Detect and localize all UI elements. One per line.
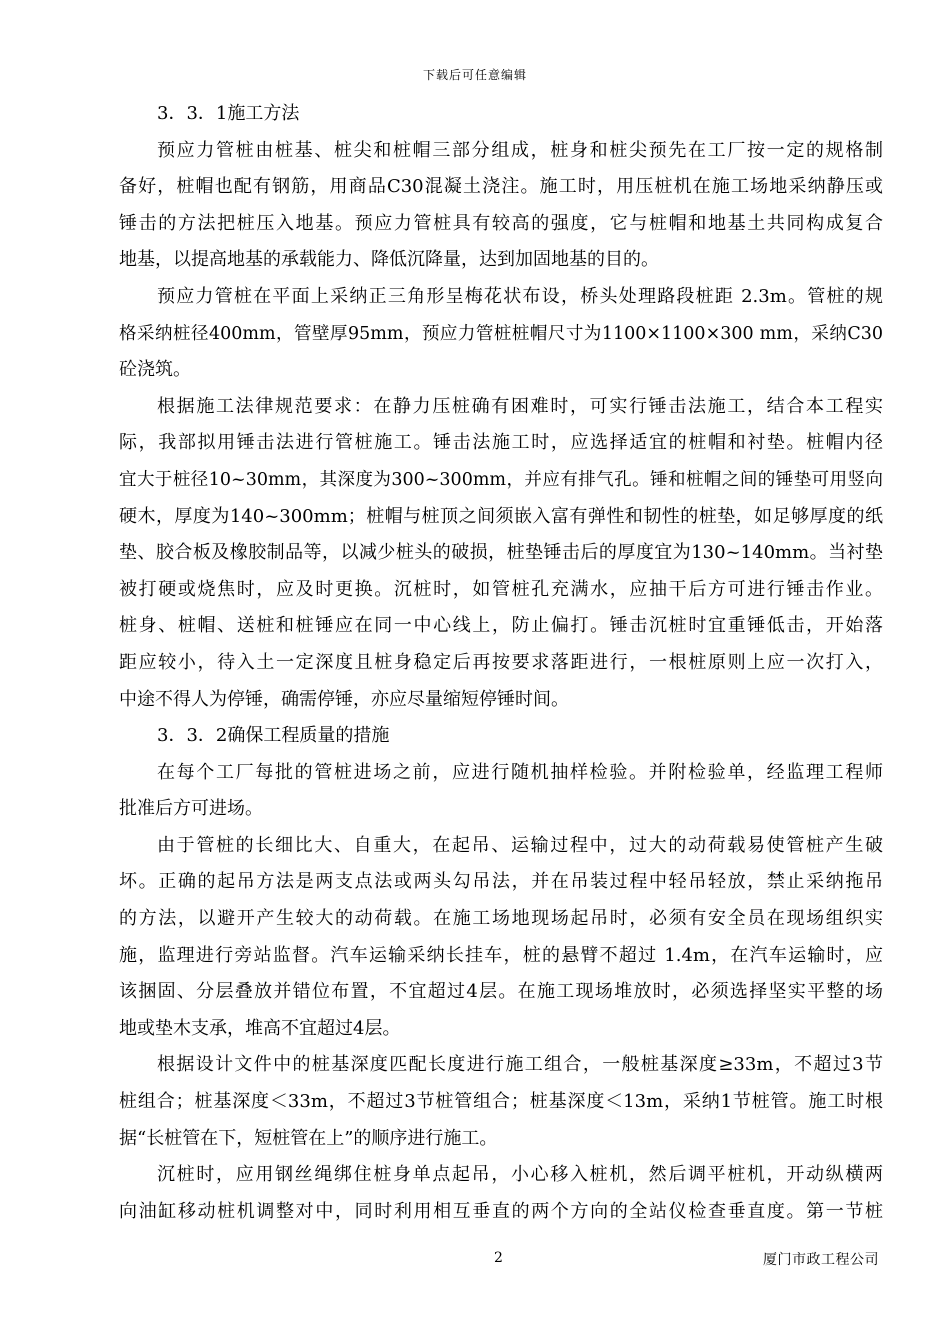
page-number: 2 (494, 1250, 503, 1266)
text-line: 中途不得人为停锤，确需停锤，亦应尽量缩短停锤时间。 (119, 688, 569, 710)
text-line: 根据施工法律规范要求：在静力压桩确有困难时，可实行锤击法施工，结合本工程实 (157, 395, 883, 417)
text-line: 备好，桩帽也配有钢筋，用商品C30混凝土浇注。施工时，用压桩机在施工场地采纳静压或 (119, 176, 883, 198)
text-line: 硬木，厚度为140~300mm；桩帽与桩顶之间须嵌入富有弹性和韧性的桩垫，如足够厚度的纸 (119, 505, 883, 527)
text-line: 桩身、桩帽、送桩和桩锤应在同一中心线上，防止偏打。锤击沉桩时宜重锤低击，开始落 (119, 615, 883, 637)
text-line: 根据设计文件中的桩基深度匹配长度进行施工组合，一般桩基深度≥33m，不超过3节 (157, 1054, 883, 1076)
text-line: 桩组合；桩基深度＜33m，不超过3节桩管组合；桩基深度＜13m，采纳1节桩管。施工时根 (119, 1091, 883, 1113)
text-line: 向油缸移动桩机调整对中，同时利用相互垂直的两个方向的全站仪检查垂直度。第一节桩 (119, 1200, 883, 1222)
text-line: 沉桩时，应用钢丝绳绑住桩身单点起吊，小心移入桩机，然后调平桩机，开动纵横两 (157, 1164, 883, 1186)
text-line: 被打硬或烧焦时，应及时更换。沉桩时，如管桩孔充满水，应抽干后方可进行锤击作业。 (119, 578, 883, 600)
text-line: 预应力管桩由桩基、桩尖和桩帽三部分组成，桩身和桩尖预先在工厂按一定的规格制 (157, 139, 883, 161)
text-line: 锤击的方法把桩压入地基。预应力管桩具有较高的强度，它与桩帽和地基土共同构成复合 (119, 212, 883, 234)
text-line: 格采纳桩径400mm，管壁厚95mm，预应力管桩桩帽尺寸为1100×1100×300 mm，采纳C30 (119, 323, 883, 344)
document-body (119, 96, 883, 1230)
text-line: 砼浇筑。 (119, 359, 191, 381)
text-line: 预应力管桩在平面上采纳正三角形呈梅花状布设，桥头处理路段桩距 2.3m。管桩的规 (157, 285, 883, 307)
text-line: 施，监理进行旁站监督。汽车运输采纳长挂车，桩的悬臂不超过 1.4m，在汽车运输时，应 (119, 944, 883, 966)
text-line: 由于管桩的长细比大、自重大，在起吊、运输过程中，过大的动荷载易使管桩产生破 (157, 834, 883, 856)
text-line: 的方法，以避开产生较大的动荷载。在施工场地现场起吊时，必须有安全员在现场组织实 (119, 908, 883, 930)
text-line: 3．3．2确保工程质量的措施 (157, 725, 390, 747)
text-line: 地或垫木支承，堆高不宜超过4层。 (119, 1017, 401, 1039)
header-note: 下载后可任意编辑 (422, 68, 527, 82)
text-line: 际，我部拟用锤击法进行管桩施工。锤击法施工时，应选择适宜的桩帽和衬垫。桩帽内径 (119, 432, 883, 454)
text-line: 批准后方可进场。 (119, 798, 263, 820)
footer-company-name: 厦门市政工程公司 (763, 1252, 879, 1268)
text-line: 地基，以提高地基的承载能力、降低沉降量，达到加固地基的目的。 (119, 249, 659, 271)
text-line: 距应较小，待入土一定深度且桩身稳定后再按要求落距进行，一根桩原则上应一次打入， (119, 651, 883, 673)
text-line: 据“长桩管在下，短桩管在上”的顺序进行施工。 (119, 1127, 498, 1149)
text-line: 坏。正确的起吊方法是两支点法或两头勾吊法，并在吊装过程中轻吊轻放，禁止采纳拖吊 (119, 871, 883, 893)
text-line: 在每个工厂每批的管桩进场之前，应进行随机抽样检验。并附检验单，经监理工程师 (157, 761, 883, 783)
text-line: 该捆固、分层叠放并错位布置，不宜超过4层。在施工现场堆放时，必须选择坚实平整的场 (119, 981, 883, 1003)
text-line: 3．3．1施工方法 (157, 103, 300, 124)
text-line: 宜大于桩径10~30mm，其深度为300~300mm，并应有排气孔。锤和桩帽之间的锤垫可用竖向 (119, 469, 883, 490)
text-line: 垫、胶合板及橡胶制品等，以减少桩头的破损，桩垫锤击后的厚度宜为130~140mm。当衬垫 (119, 542, 883, 564)
